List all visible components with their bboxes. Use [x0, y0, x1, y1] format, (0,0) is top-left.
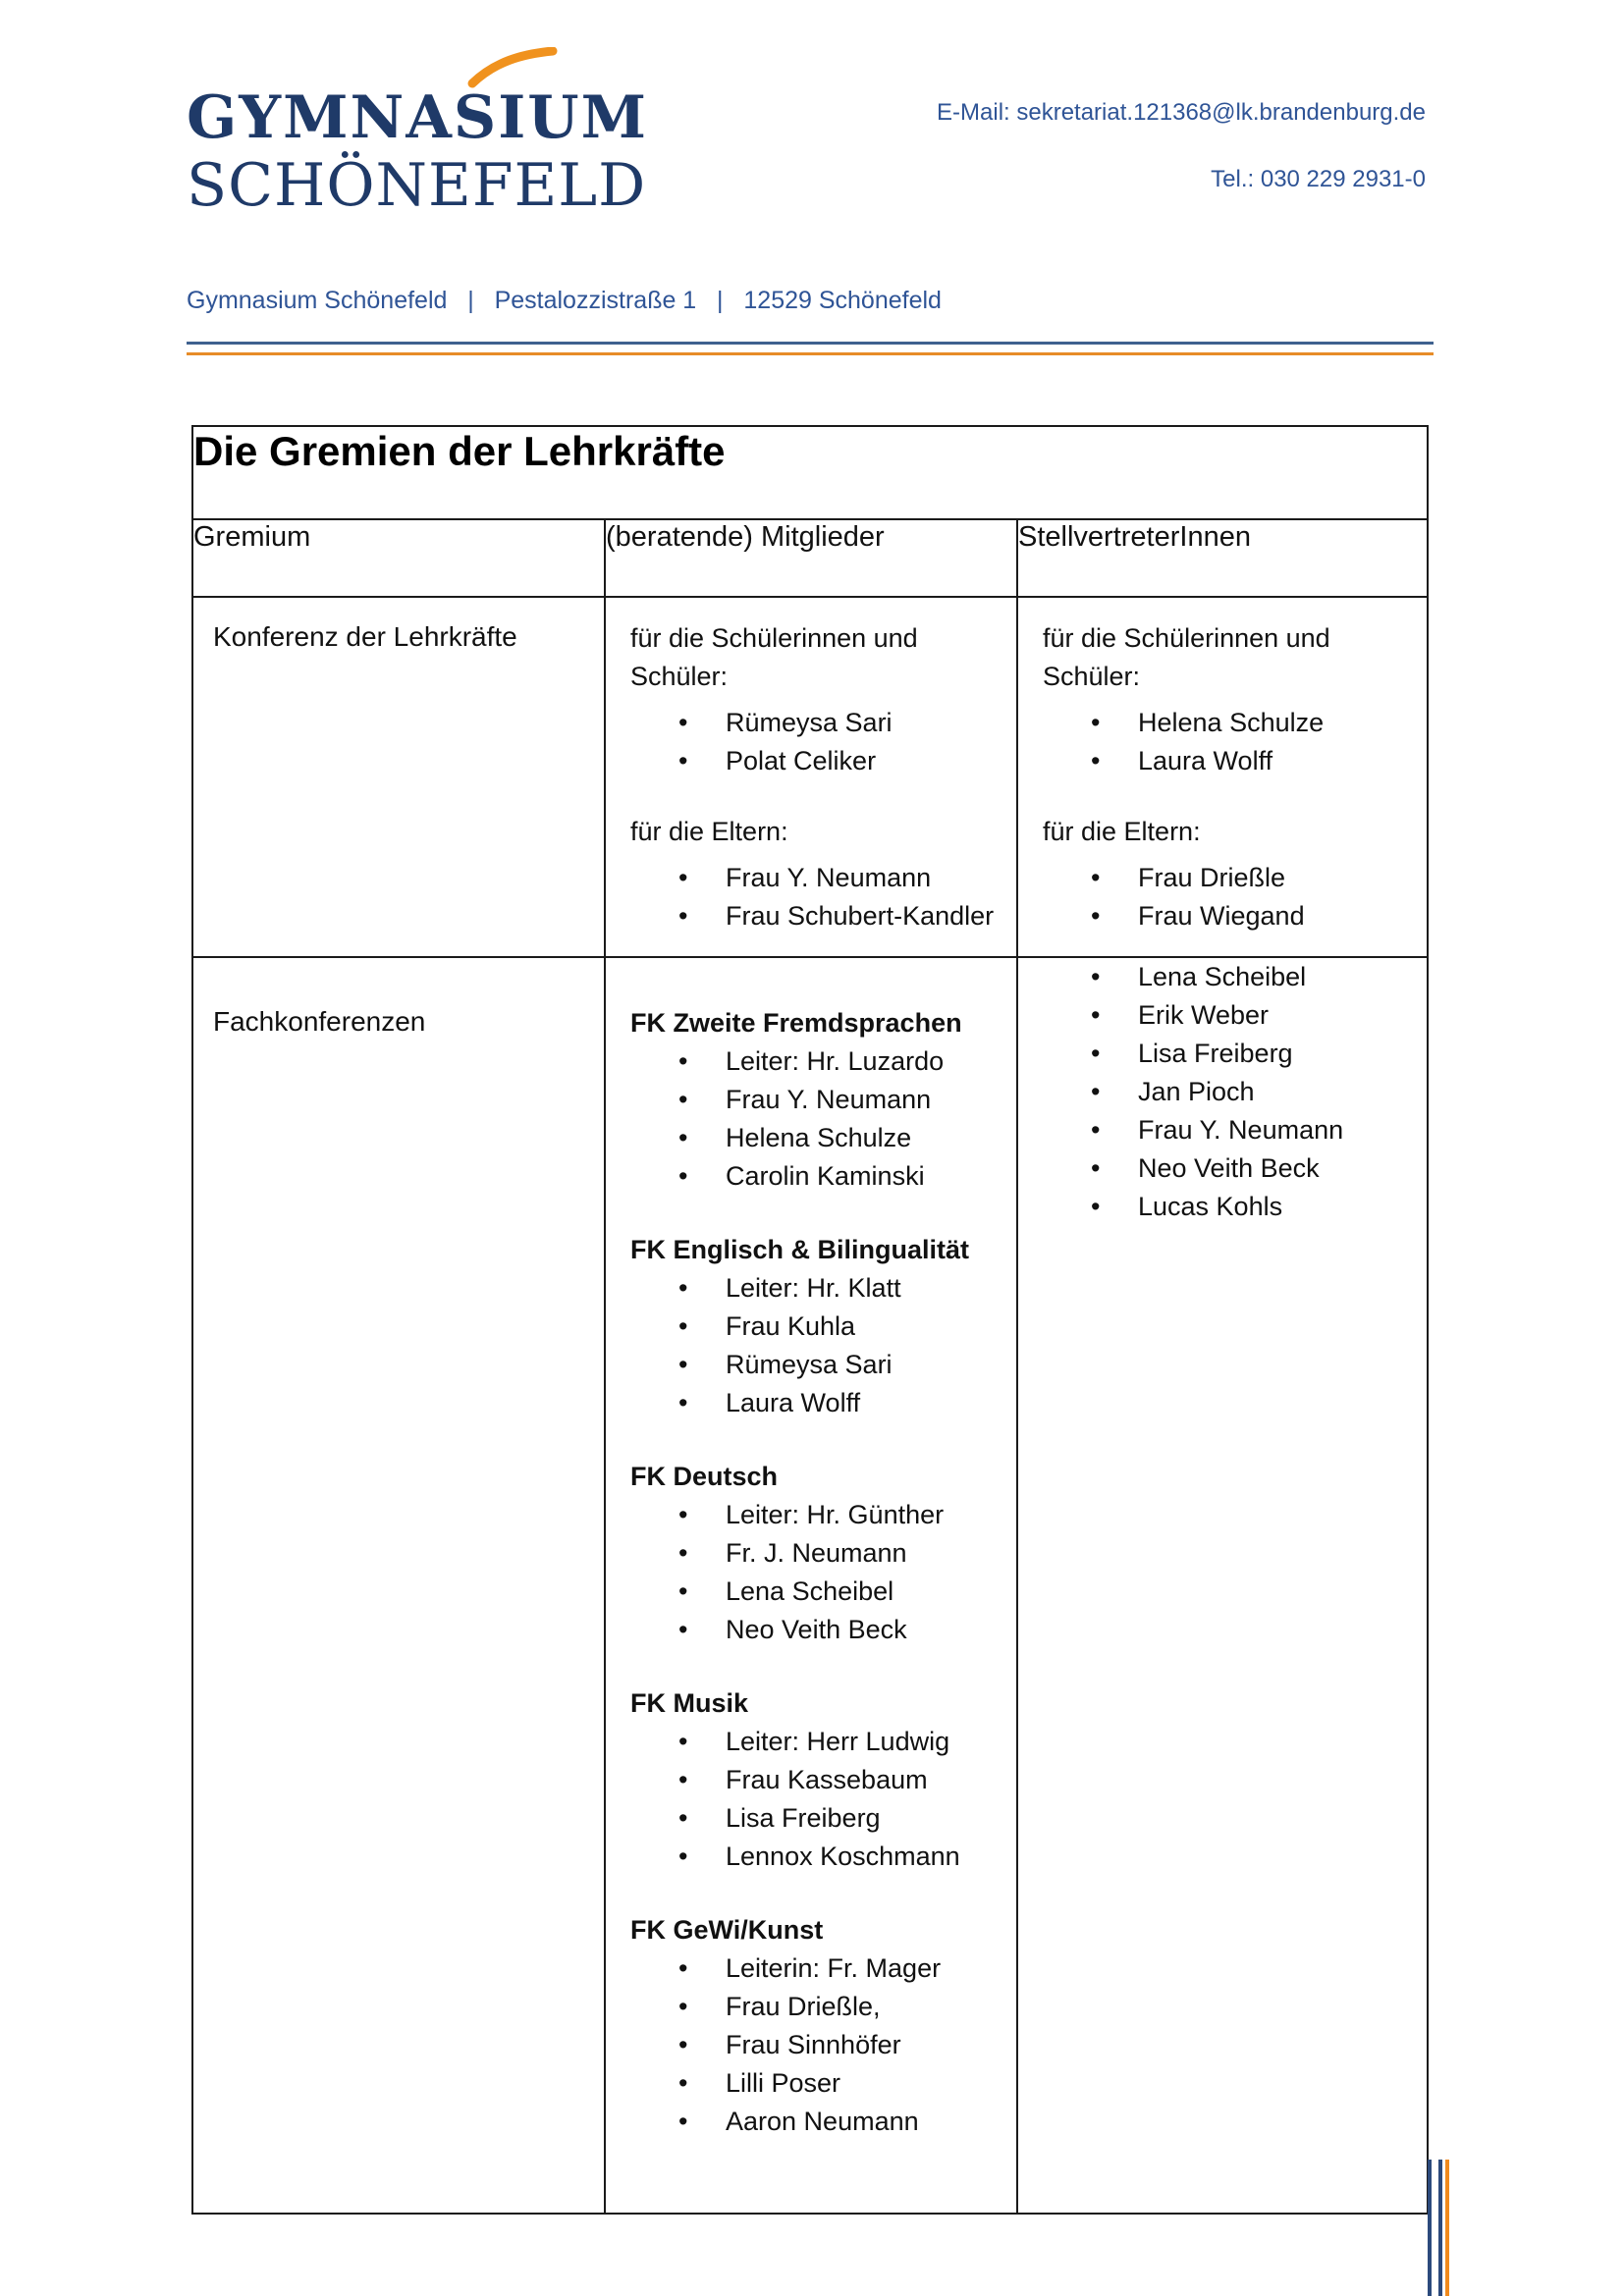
bullet-icon: •: [678, 708, 688, 737]
bullet-list: [1043, 704, 1419, 780]
list-item: [1091, 996, 1419, 1035]
fk-section: [630, 1911, 1008, 2141]
bullet-icon: •: [1091, 1192, 1101, 1221]
member-name: Neo Veith Beck: [1138, 1153, 1320, 1183]
header-divider-orange: [187, 352, 1434, 355]
list-item: [678, 1119, 1008, 1157]
member-name: Lena Scheibel: [726, 1576, 894, 1606]
gremium-cell: Fachkonferenzen: [192, 957, 605, 2214]
school-address-line: Gymnasium Schönefeld | Pestalozzistraße 1 | 12529 Schönefeld: [187, 287, 942, 314]
bullet-icon: •: [1091, 1000, 1101, 1030]
list-item: [678, 1573, 1008, 1611]
bullet-list: [1043, 1035, 1419, 1111]
bullet-icon: •: [678, 1161, 688, 1191]
stellvertreter-cell: [1017, 597, 1428, 957]
page-edge-line-blue-2: [1438, 2160, 1442, 2296]
list-item: [1091, 1073, 1419, 1111]
member-name: Rümeysa Sari: [726, 708, 893, 737]
list-item: [1091, 742, 1419, 780]
list-item: [678, 2026, 1008, 2064]
member-name: Laura Wolff: [726, 1388, 861, 1417]
member-name: Leiter: Hr. Luzardo: [726, 1046, 945, 1076]
bullet-icon: •: [678, 1803, 688, 1833]
member-name: Helena Schulze: [726, 1123, 912, 1152]
member-name: Jan Pioch: [1138, 1077, 1255, 1106]
list-item: [1091, 1035, 1419, 1073]
fk-section-heading: FK Musik: [630, 1688, 749, 1718]
member-name: Helena Schulze: [1138, 708, 1325, 737]
list-item: [1091, 704, 1419, 742]
member-name: Aaron Neumann: [726, 2107, 919, 2136]
fk-section: [630, 1684, 1008, 1876]
bullet-icon: •: [678, 1500, 688, 1529]
bullet-icon: •: [1091, 746, 1101, 775]
group-label: für die Eltern:: [630, 817, 788, 846]
table-row-fachkonferenzen: [192, 957, 1428, 2214]
list-item: [678, 2064, 1008, 2103]
bullet-icon: •: [678, 1085, 688, 1114]
list-item: [678, 704, 1008, 742]
bullet-list: [630, 1949, 1008, 2141]
list-item: [678, 2103, 1008, 2141]
list-item: [1091, 1149, 1419, 1188]
table-title-cell: [192, 426, 1428, 519]
list-item: [678, 897, 1008, 935]
member-name: Frau Schubert-Kandler: [726, 901, 995, 931]
member-name: Neo Veith Beck: [726, 1615, 907, 1644]
contact-phone: Tel.: 030 229 2931-0: [1211, 166, 1426, 192]
bullet-icon: •: [1091, 1039, 1101, 1068]
list-item: [1091, 1188, 1419, 1226]
member-name: Carolin Kaminski: [726, 1161, 925, 1191]
member-name: Frau Kuhla: [726, 1311, 856, 1341]
bullet-icon: •: [1091, 1153, 1101, 1183]
member-name: Lilli Poser: [726, 2068, 841, 2098]
bullet-icon: •: [1091, 962, 1101, 991]
member-name: Frau Drießle,: [726, 1992, 881, 2021]
bullet-icon: •: [678, 1576, 688, 1606]
list-item: [678, 859, 1008, 897]
list-item: [678, 1949, 1008, 1988]
list-item: [678, 1157, 1008, 1196]
group-label: für die Eltern:: [1043, 817, 1201, 846]
member-name: Frau Y. Neumann: [1138, 1115, 1344, 1145]
bullet-icon: •: [678, 1953, 688, 1983]
member-name: Lisa Freiberg: [1138, 1039, 1293, 1068]
page-edge-line-orange: [1445, 2160, 1449, 2296]
list-item: [678, 1384, 1008, 1422]
bullet-list: [630, 859, 1008, 935]
list-item: [1091, 1111, 1419, 1149]
list-item: [678, 1496, 1008, 1534]
page-edge-line-blue-1: [1428, 2160, 1432, 2296]
fk-section: [630, 1458, 1008, 1649]
bullet-icon: •: [1091, 708, 1101, 737]
list-item: [678, 1081, 1008, 1119]
fk-section-heading: FK Englisch & Bilingualität: [630, 1235, 970, 1264]
member-name: Fr. J. Neumann: [726, 1538, 907, 1568]
list-item: [678, 1346, 1008, 1384]
fk-section: [630, 1231, 1008, 1422]
bullet-list: [630, 1723, 1008, 1876]
bullet-icon: •: [1091, 863, 1101, 892]
column-header-stellvertreter: StellvertreterInnen: [1017, 519, 1428, 597]
bullet-icon: •: [678, 1388, 688, 1417]
member-name: Lena Scheibel: [1138, 962, 1307, 991]
member-name: Leiter: Hr. Günther: [726, 1500, 945, 1529]
bullet-list: [630, 1496, 1008, 1649]
bullet-icon: •: [678, 2107, 688, 2136]
bullet-list: [1043, 958, 1419, 1035]
fk-section-heading: FK Deutsch: [630, 1462, 779, 1491]
bullet-icon: •: [678, 863, 688, 892]
mitglieder-cell: [605, 597, 1017, 957]
list-item: [678, 1723, 1008, 1761]
bullet-list: [630, 704, 1008, 780]
list-item: [678, 1838, 1008, 1876]
bullet-icon: •: [678, 746, 688, 775]
member-name: Frau Drießle: [1138, 863, 1286, 892]
list-item: [678, 1534, 1008, 1573]
bullet-icon: •: [1091, 901, 1101, 931]
bullet-icon: •: [678, 901, 688, 931]
bullet-icon: •: [678, 1123, 688, 1152]
header-divider-blue: [187, 342, 1434, 345]
member-name: Laura Wolff: [1138, 746, 1273, 775]
fk-section: [630, 1004, 1008, 1196]
list-item: [678, 742, 1008, 780]
member-name: Frau Sinnhöfer: [726, 2030, 901, 2059]
group-label: für die Schülerinnen und Schüler:: [630, 623, 918, 691]
list-item: [1091, 897, 1419, 935]
bullet-icon: •: [678, 1615, 688, 1644]
member-name: Frau Wiegand: [1138, 901, 1305, 931]
mitglieder-cell: [605, 957, 1017, 2214]
logo-title: GYMNASIUM: [187, 83, 649, 152]
member-name: Leiter: Herr Ludwig: [726, 1727, 950, 1756]
logo-subtitle: SCHÖNEFELD: [187, 151, 647, 220]
bullet-icon: •: [678, 1842, 688, 1871]
bullet-list: [630, 1269, 1008, 1422]
member-name: Lucas Kohls: [1138, 1192, 1283, 1221]
logo-swoosh-icon: [467, 47, 558, 88]
member-name: Lisa Freiberg: [726, 1803, 881, 1833]
member-name: Leiter: Hr. Klatt: [726, 1273, 901, 1303]
bullet-list: [1043, 1111, 1419, 1226]
member-name: Frau Y. Neumann: [726, 1085, 932, 1114]
list-item: [1091, 859, 1419, 897]
member-name: Polat Celiker: [726, 746, 877, 775]
group-label: für die Schülerinnen und Schüler:: [1043, 623, 1330, 691]
bullet-icon: •: [678, 1311, 688, 1341]
fk-section-heading: FK GeWi/Kunst: [630, 1915, 824, 1945]
list-item: [678, 1611, 1008, 1649]
stellvertreter-cell: [1017, 957, 1428, 2214]
member-name: Leiterin: Fr. Mager: [726, 1953, 942, 1983]
bullet-icon: •: [1091, 1115, 1101, 1145]
bullet-icon: •: [678, 1538, 688, 1568]
member-name: Lennox Koschmann: [726, 1842, 960, 1871]
bullet-icon: •: [1091, 1077, 1101, 1106]
list-item: [678, 1761, 1008, 1799]
column-header-mitglieder: (beratende) Mitglieder: [605, 519, 1017, 597]
member-name: Erik Weber: [1138, 1000, 1270, 1030]
school-logo: [187, 45, 648, 220]
contact-block: [937, 98, 1426, 194]
bullet-list: [630, 1042, 1008, 1196]
list-item: [678, 1988, 1008, 2026]
list-item: [678, 1042, 1008, 1081]
list-item: [678, 1308, 1008, 1346]
bullet-icon: •: [678, 1350, 688, 1379]
member-name: Rümeysa Sari: [726, 1350, 893, 1379]
member-name: Frau Y. Neumann: [726, 863, 932, 892]
list-item: [678, 1269, 1008, 1308]
table-row-konferenz: [192, 597, 1428, 957]
page-title: Die Gremien der Lehrkräfte: [193, 428, 726, 474]
bullet-icon: •: [678, 1273, 688, 1303]
fk-section-heading: FK Zweite Fremdsprachen: [630, 1008, 962, 1038]
bullet-list: [1043, 859, 1419, 935]
bullet-icon: •: [678, 1765, 688, 1794]
column-header-gremium: Gremium: [192, 519, 605, 597]
bullet-icon: •: [678, 2068, 688, 2098]
bullet-icon: •: [678, 1992, 688, 2021]
table-title-row: [192, 426, 1428, 519]
gremium-cell: Konferenz der Lehrkräfte: [192, 597, 605, 957]
bullet-icon: •: [678, 1727, 688, 1756]
bullet-icon: •: [678, 2030, 688, 2059]
list-item: [1091, 958, 1419, 996]
table-header-row: [192, 519, 1428, 597]
bullet-icon: •: [678, 1046, 688, 1076]
contact-email: E-Mail: sekretariat.121368@lk.brandenburg.de: [937, 99, 1426, 126]
list-item: [678, 1799, 1008, 1838]
committees-table: [191, 425, 1429, 2215]
member-name: Frau Kassebaum: [726, 1765, 928, 1794]
